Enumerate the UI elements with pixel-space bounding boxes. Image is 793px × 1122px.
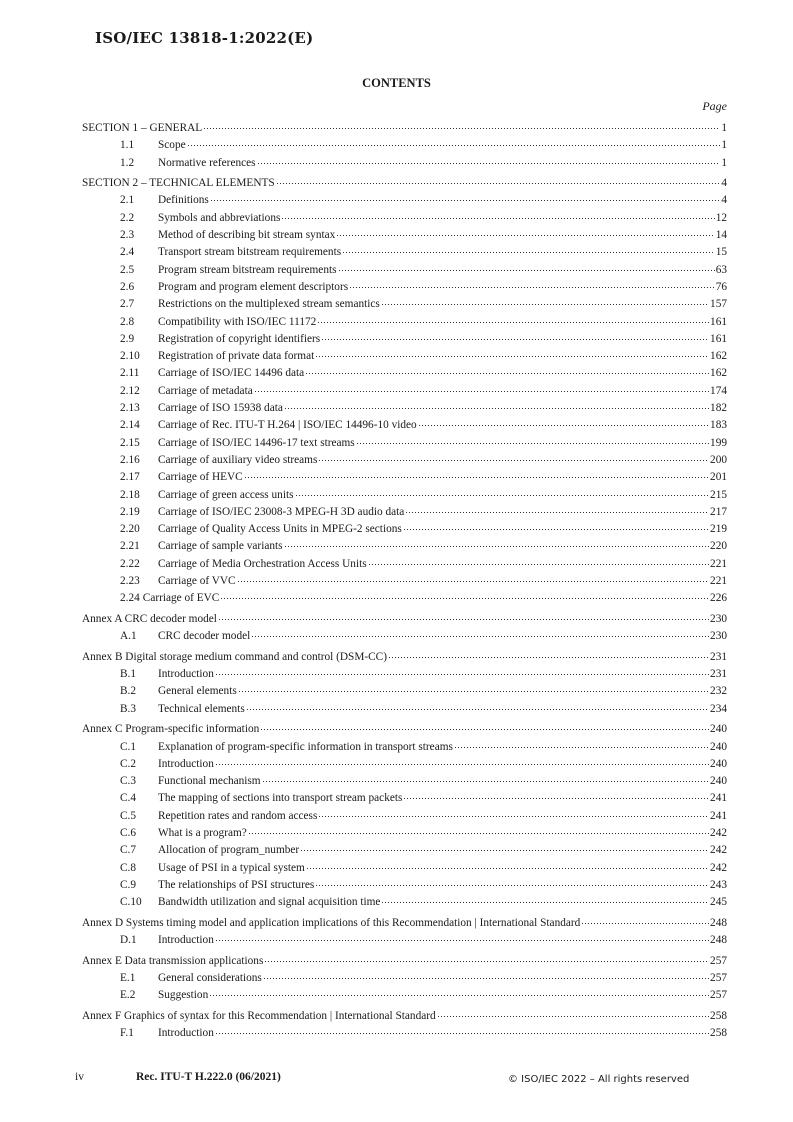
toc-subsection-entry[interactable]: [82, 487, 727, 504]
toc-subsection-entry[interactable]: [82, 469, 727, 486]
toc-entry-page: 230: [710, 612, 727, 625]
toc-subsection-entry[interactable]: [82, 210, 727, 227]
dot-leader: [317, 315, 709, 325]
toc-entry-page: 161: [710, 332, 727, 345]
toc-subsection-entry[interactable]: [82, 987, 727, 1004]
toc-entry-number: 2.5: [120, 263, 135, 276]
dot-leader: [257, 156, 721, 166]
toc-entry-title: Symbols and abbreviations: [158, 211, 281, 224]
dot-leader: [403, 522, 709, 532]
toc-section-entry[interactable]: [82, 611, 727, 628]
toc-entry-title: Carriage of Rec. ITU-T H.264 | ISO/IEC 14496-10 video: [158, 419, 417, 432]
toc-entry-page: 245: [710, 896, 727, 909]
toc-subsection-entry[interactable]: [82, 773, 727, 790]
toc-subsection-entry[interactable]: [82, 435, 727, 452]
toc-entry-title: Annex B Digital storage medium command and control (DSM-CC): [82, 650, 387, 663]
dot-leader: [349, 280, 715, 290]
toc-entry-page: 215: [710, 488, 727, 501]
toc-entry-page: 234: [710, 702, 727, 715]
toc-entry-page: 220: [710, 540, 727, 553]
toc-entry-number: 2.20: [120, 523, 140, 536]
toc-entry-title: Carriage of ISO/IEC 14496 data: [158, 367, 305, 380]
toc-entry-title: Carriage of ISO/IEC 23008-3 MPEG-H 3D audio data: [158, 505, 405, 518]
toc-section-entry[interactable]: [82, 120, 727, 137]
toc-entry-number: 2.14: [120, 419, 140, 432]
toc-entry-number: B.1: [120, 668, 137, 681]
toc-entry-title: Carriage of auxiliary video streams: [158, 453, 318, 466]
toc-entry-page: 199: [710, 436, 727, 449]
dot-leader: [203, 121, 720, 131]
dot-leader: [318, 809, 709, 819]
toc-subsection-entry[interactable]: [82, 244, 727, 261]
toc-subsection-entry[interactable]: [82, 348, 727, 365]
toc-subsection-entry[interactable]: [82, 970, 727, 987]
toc-entry-title: Carriage of green access units: [158, 488, 294, 501]
toc-entry-page: 257: [710, 972, 727, 985]
toc-subsection-entry[interactable]: [82, 894, 727, 911]
toc-subsection-entry[interactable]: [82, 739, 727, 756]
toc-entry-number: F.1: [120, 1027, 134, 1040]
dot-leader: [356, 436, 709, 446]
toc-subsection-entry[interactable]: [82, 683, 727, 700]
toc-entry-page: 63: [715, 263, 727, 276]
toc-entry-title: SECTION 2 – TECHNICAL ELEMENTS: [82, 177, 275, 190]
toc-entry-number: C.9: [120, 878, 137, 891]
dot-leader: [321, 332, 709, 342]
toc-subsection-entry[interactable]: [82, 538, 727, 555]
toc-entry-title: Restrictions on the multiplexed stream semantics: [158, 298, 380, 311]
toc-entry-number: C.2: [120, 757, 137, 770]
toc-entry-page: 248: [710, 916, 727, 929]
toc-entry-number: 2.7: [120, 298, 135, 311]
toc-entry-number: C.1: [120, 740, 137, 753]
page-column-label: Page: [702, 99, 727, 113]
toc-entry-title: Carriage of Media Orchestration Access Units: [158, 557, 367, 570]
toc-entry-title: Bandwidth utilization and signal acquisition time: [158, 896, 381, 909]
standard-identifier: ISO/IEC 13818-1:2022(E): [95, 29, 314, 47]
toc-entry-number: 2.11: [120, 367, 140, 380]
toc-entry-number: 2.1: [120, 194, 135, 207]
toc-entry-number: 2.19: [120, 505, 140, 518]
toc-subsection-entry[interactable]: [82, 192, 727, 209]
toc-entry-number: 2.16: [120, 453, 140, 466]
toc-entry-page: 157: [710, 298, 727, 311]
dot-leader: [281, 211, 714, 221]
dot-leader: [284, 539, 710, 549]
dot-leader: [215, 757, 709, 767]
toc-subsection-entry[interactable]: [82, 155, 727, 172]
toc-entry-page: 230: [710, 630, 727, 643]
toc-entry-page: 14: [715, 229, 727, 242]
toc-entry-title: Annex D Systems timing model and application implications of this Recommendation | International Standard: [82, 916, 581, 929]
toc-entry-number: 1.2: [120, 156, 135, 169]
toc-entry-title: Suggestion: [158, 989, 209, 1002]
toc-entry-page: 242: [710, 861, 727, 874]
dot-leader: [581, 916, 709, 926]
toc-entry-page: 200: [710, 453, 727, 466]
toc-entry-title: Introduction: [158, 1027, 214, 1040]
toc-entry-title: Technical elements: [158, 702, 245, 715]
toc-entry-title: Program and program element descriptors: [158, 280, 349, 293]
toc-subsection-entry[interactable]: [82, 314, 727, 331]
toc-entry-page: 15: [715, 246, 727, 259]
dot-leader: [342, 245, 715, 255]
toc-entry-number: C.7: [120, 844, 137, 857]
dot-leader: [318, 453, 709, 463]
toc-subsection-entry[interactable]: [82, 590, 727, 607]
toc-entry-title: Method of describing bit stream syntax: [158, 229, 336, 242]
dot-leader: [246, 702, 709, 712]
toc-entry-page: 240: [710, 757, 727, 770]
toc-subsection-entry[interactable]: [82, 365, 727, 382]
toc-entry-number: 2.10: [120, 350, 140, 363]
toc-entry-number: 2.18: [120, 488, 140, 501]
dot-leader: [338, 263, 715, 273]
toc-entry-title: Carriage of Quality Access Units in MPEG-2 sections: [158, 523, 402, 536]
toc-entry-title: Introduction: [158, 668, 214, 681]
toc-entry-page: 257: [710, 954, 727, 967]
toc-entry-title: Transport stream bitstream requirements: [158, 246, 342, 259]
toc-entry-title: General elements: [158, 685, 237, 698]
toc-entry-number: B.2: [120, 685, 137, 698]
toc-entry-title: Carriage of metadata: [158, 384, 253, 397]
toc-entry-page: 76: [715, 280, 727, 293]
toc-entry-title: Registration of copyright identifiers: [158, 332, 321, 345]
toc-entry-number: 2.6: [120, 280, 135, 293]
toc-entry-number: C.5: [120, 809, 137, 822]
toc-entry-page: 243: [710, 878, 727, 891]
dot-leader: [237, 574, 709, 584]
toc-subsection-entry[interactable]: [82, 808, 727, 825]
dot-leader: [210, 193, 721, 203]
dot-leader: [306, 861, 709, 871]
toc-subsection-entry[interactable]: [82, 262, 727, 279]
toc-entry-title: Annex E Data transmission applications: [82, 954, 264, 967]
dot-leader: [260, 722, 709, 732]
toc-entry-title: Scope: [158, 139, 186, 152]
toc-subsection-entry[interactable]: [82, 521, 727, 538]
table-of-contents: [82, 120, 727, 1043]
dot-leader: [264, 954, 709, 964]
dot-leader: [238, 684, 709, 694]
toc-subsection-entry[interactable]: [82, 628, 727, 645]
toc-subsection-entry[interactable]: [82, 417, 727, 434]
toc-subsection-entry[interactable]: [82, 1025, 727, 1042]
toc-entry-page: 4: [721, 194, 727, 207]
toc-entry-title: Carriage of VVC: [158, 575, 236, 588]
toc-subsection-entry[interactable]: [82, 877, 727, 894]
dot-leader: [315, 878, 709, 888]
toc-subsection-entry[interactable]: [82, 452, 727, 469]
toc-subsection-entry[interactable]: [82, 331, 727, 348]
toc-entry-title: The mapping of sections into transport stream packets: [158, 792, 403, 805]
dot-leader: [315, 349, 709, 359]
toc-entry-page: 242: [710, 844, 727, 857]
toc-entry-page: 226: [710, 592, 727, 605]
toc-entry-page: 182: [710, 402, 727, 415]
toc-subsection-entry[interactable]: [82, 842, 727, 859]
toc-entry-number: C.8: [120, 861, 137, 874]
toc-entry-page: 258: [710, 1027, 727, 1040]
toc-entry-page: 231: [710, 650, 727, 663]
toc-section-entry[interactable]: [82, 721, 727, 738]
toc-entry-page: 161: [710, 315, 727, 328]
toc-entry-page: 4: [721, 177, 727, 190]
dot-leader: [215, 667, 709, 677]
toc-entry-number: 2.9: [120, 332, 135, 345]
toc-entry-title: Compatibility with ISO/IEC 11172: [158, 315, 317, 328]
toc-subsection-entry[interactable]: [82, 504, 727, 521]
dot-leader: [381, 297, 709, 307]
toc-subsection-entry[interactable]: [82, 556, 727, 573]
dot-leader: [244, 470, 709, 480]
dot-leader: [403, 791, 709, 801]
toc-entry-number: C.6: [120, 827, 137, 840]
toc-subsection-entry[interactable]: [82, 860, 727, 877]
toc-entry-page: 217: [710, 505, 727, 518]
toc-entry-page: 258: [710, 1009, 727, 1022]
toc-entry-title: Carriage of ISO 15938 data: [158, 402, 283, 415]
dot-leader: [368, 557, 709, 567]
toc-entry-title: Usage of PSI in a typical system: [158, 861, 305, 874]
toc-entry-number: 1.1: [120, 139, 135, 152]
contents-heading: CONTENTS: [362, 76, 431, 90]
dot-leader: [263, 971, 709, 981]
toc-entry-number: C.10: [120, 896, 142, 909]
toc-entry-title: The relationships of PSI structures: [158, 878, 315, 891]
toc-entry-page: 232: [710, 685, 727, 698]
toc-entry-title: Carriage of HEVC: [158, 471, 243, 484]
toc-entry-title: Introduction: [158, 934, 214, 947]
toc-entry-number: 2.3: [120, 229, 135, 242]
toc-entry-page: 201: [710, 471, 727, 484]
toc-entry-number: C.3: [120, 775, 137, 788]
dot-leader: [251, 629, 709, 639]
toc-entry-page: 183: [710, 419, 727, 432]
dot-leader: [209, 988, 709, 998]
toc-subsection-entry[interactable]: [82, 666, 727, 683]
toc-subsection-entry[interactable]: [82, 400, 727, 417]
toc-entry-number: D.1: [120, 934, 137, 947]
toc-entry-number: E.1: [120, 972, 136, 985]
toc-entry-page: 221: [710, 575, 727, 588]
toc-entry-page: 162: [710, 350, 727, 363]
dot-leader: [215, 933, 709, 943]
toc-entry-number: 2.8: [120, 315, 135, 328]
toc-subsection-entry[interactable]: [82, 932, 727, 949]
toc-subsection-entry[interactable]: [82, 296, 727, 313]
dot-leader: [187, 138, 721, 148]
toc-subsection-entry[interactable]: [82, 279, 727, 296]
toc-entry-page: 241: [710, 792, 727, 805]
dot-leader: [418, 418, 709, 428]
dot-leader: [218, 612, 709, 622]
dot-leader: [405, 505, 709, 515]
dot-leader: [454, 740, 709, 750]
dot-leader: [381, 895, 709, 905]
dot-leader: [284, 401, 709, 411]
toc-entry-number: E.2: [120, 989, 136, 1002]
toc-section-entry[interactable]: [82, 1008, 727, 1025]
dot-leader: [300, 843, 709, 853]
dot-leader: [215, 1026, 709, 1036]
toc-entry-page: 12: [715, 211, 727, 224]
toc-entry-title: Program stream bitstream requirements: [158, 263, 337, 276]
toc-entry-number: B.3: [120, 702, 137, 715]
toc-entry-number: 2.12: [120, 384, 140, 397]
toc-entry-title: Carriage of sample variants: [158, 540, 283, 553]
footer-recommendation: Rec. ITU-T H.222.0 (06/2021): [136, 1071, 281, 1083]
dot-leader: [276, 176, 721, 186]
toc-entry-number: 2.4: [120, 246, 135, 259]
toc-entry-page: 242: [710, 827, 727, 840]
toc-entry-page: 174: [710, 384, 727, 397]
toc-entry-page: 162: [710, 367, 727, 380]
toc-subsection-entry[interactable]: [82, 790, 727, 807]
dot-leader: [262, 774, 709, 784]
toc-entry-title: Carriage of EVC: [142, 592, 220, 605]
dot-leader: [254, 384, 709, 394]
toc-entry-number: 2.15: [120, 436, 140, 449]
toc-entry-title: SECTION 1 – GENERAL: [82, 122, 203, 134]
toc-entry-number: A.1: [120, 630, 137, 643]
toc-entry-title: Definitions: [158, 194, 209, 207]
toc-entry-title: Annex A CRC decoder model: [82, 612, 217, 625]
toc-entry-title: Annex F Graphics of syntax for this Recommendation | International Standard: [82, 1009, 436, 1022]
toc-subsection-entry[interactable]: [82, 137, 727, 154]
toc-entry-title: General considerations: [158, 972, 262, 985]
footer-page-number: iv: [75, 1071, 84, 1083]
toc-entry-title: Functional mechanism: [158, 775, 261, 788]
toc-entry-title: Introduction: [158, 757, 214, 770]
toc-entry-number: 2.23: [120, 575, 140, 588]
toc-subsection-entry[interactable]: [82, 756, 727, 773]
toc-entry-page: 240: [710, 723, 727, 736]
toc-entry-number: 2.21: [120, 540, 140, 553]
toc-subsection-entry[interactable]: [82, 383, 727, 400]
dot-leader: [336, 228, 714, 238]
toc-entry-number: 2.13: [120, 402, 140, 415]
toc-entry-title: Registration of private data format: [158, 350, 315, 363]
toc-entry-number: 2.17: [120, 471, 140, 484]
dot-leader: [248, 826, 709, 836]
toc-entry-title: Explanation of program-specific information in transport streams: [158, 740, 453, 753]
dot-leader: [295, 488, 710, 498]
toc-subsection-entry[interactable]: [82, 825, 727, 842]
toc-entry-page: 257: [710, 989, 727, 1002]
toc-entry-page: 1: [721, 156, 727, 169]
toc-section-entry[interactable]: [82, 915, 727, 932]
toc-entry-title: Normative references: [158, 156, 256, 169]
toc-subsection-entry[interactable]: [82, 227, 727, 244]
toc-entry-page: 241: [710, 809, 727, 822]
toc-entry-title: What is a program?: [158, 827, 247, 840]
toc-entry-number: 2.22: [120, 557, 140, 570]
toc-entry-page: 248: [710, 934, 727, 947]
toc-section-entry[interactable]: [82, 175, 727, 192]
toc-entry-page: 240: [710, 740, 727, 753]
toc-subsection-entry[interactable]: [82, 573, 727, 590]
toc-entry-title: CRC decoder model: [158, 630, 251, 643]
dot-leader: [305, 366, 709, 376]
toc-section-entry[interactable]: [82, 649, 727, 666]
toc-entry-title: Annex C Program-specific information: [82, 723, 260, 736]
toc-entry-number: 2.2: [120, 211, 135, 224]
dot-leader: [220, 591, 709, 601]
toc-entry-page: 240: [710, 775, 727, 788]
dot-leader: [437, 1009, 709, 1019]
footer-copyright: © ISO/IEC 2022 – All rights reserved: [508, 1074, 690, 1085]
toc-entry-page: 221: [710, 557, 727, 570]
toc-entry-title: Repetition rates and random access: [158, 809, 318, 822]
dot-leader: [388, 650, 709, 660]
toc-entry-page: 1: [721, 139, 727, 152]
toc-entry-title: Carriage of ISO/IEC 14496-17 text streams: [158, 436, 355, 449]
toc-section-entry[interactable]: [82, 953, 727, 970]
toc-entry-title: Allocation of program_number: [158, 844, 300, 857]
toc-entry-page: 219: [710, 523, 727, 536]
toc-entry-number: 2.24: [120, 592, 140, 605]
toc-subsection-entry[interactable]: [82, 701, 727, 718]
toc-entry-page: 1: [721, 122, 727, 134]
toc-entry-number: C.4: [120, 792, 137, 805]
toc-entry-page: 231: [710, 668, 727, 681]
